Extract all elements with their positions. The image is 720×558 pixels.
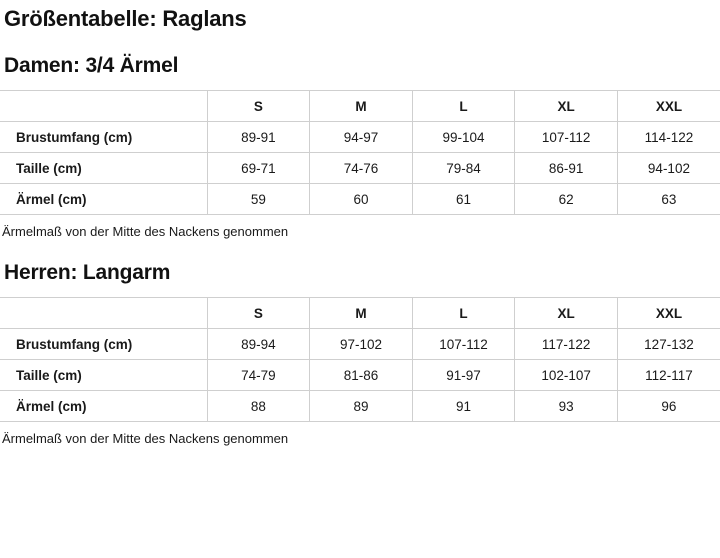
table-cell: 89 — [310, 391, 413, 422]
table-cell: 62 — [515, 184, 618, 215]
row-label: Brustumfang (cm) — [0, 329, 207, 360]
table-cell: 89-91 — [207, 122, 310, 153]
table-row — [0, 360, 720, 391]
table-cell: 112-117 — [617, 360, 720, 391]
table-cell: 96 — [617, 391, 720, 422]
table-cell: 114-122 — [617, 122, 720, 153]
table-cell: 94-102 — [617, 153, 720, 184]
row-label: Brustumfang (cm) — [0, 122, 207, 153]
table-cell: 81-86 — [310, 360, 413, 391]
table-cell: 74-79 — [207, 360, 310, 391]
column-header: S — [207, 298, 310, 329]
row-label: Taille (cm) — [0, 153, 207, 184]
table-cell: 79-84 — [412, 153, 515, 184]
table-cell: 61 — [412, 184, 515, 215]
table-footnote: Ärmelmaß von der Mitte des Nackens genommen — [2, 431, 289, 446]
table-cell: 69-71 — [207, 153, 310, 184]
table-cell: 93 — [515, 391, 618, 422]
table-corner-cell — [0, 298, 207, 329]
column-header: XXL — [617, 91, 720, 122]
table-cell: 89-94 — [207, 329, 310, 360]
size-chart-page — [0, 6, 720, 446]
section-herren — [0, 261, 720, 446]
table-cell: 99-104 — [412, 122, 515, 153]
column-header: XXL — [617, 298, 720, 329]
table-cell: 63 — [617, 184, 720, 215]
row-label: Ärmel (cm) — [0, 184, 207, 215]
table-cell: 88 — [207, 391, 310, 422]
column-header: L — [412, 91, 515, 122]
table-cell: 74-76 — [310, 153, 413, 184]
table-row — [0, 122, 720, 153]
table-header-row — [0, 298, 720, 329]
section-damen — [0, 54, 720, 239]
table-footnote: Ärmelmaß von der Mitte des Nackens genommen — [2, 224, 289, 239]
column-header: XL — [515, 298, 618, 329]
table-cell: 86-91 — [515, 153, 618, 184]
row-label: Taille (cm) — [0, 360, 207, 391]
table-cell: 107-112 — [412, 329, 515, 360]
column-header: S — [207, 91, 310, 122]
column-header: L — [412, 298, 515, 329]
size-table — [0, 90, 720, 215]
table-cell: 94-97 — [310, 122, 413, 153]
table-cell: 59 — [207, 184, 310, 215]
table-cell: 60 — [310, 184, 413, 215]
table-cell: 117-122 — [515, 329, 618, 360]
column-header: XL — [515, 91, 618, 122]
table-row — [0, 184, 720, 215]
table-row — [0, 391, 720, 422]
table-row — [0, 153, 720, 184]
table-header-row — [0, 91, 720, 122]
page-title: Größentabelle: Raglans — [4, 6, 247, 31]
table-cell: 127-132 — [617, 329, 720, 360]
section-heading: Herren: Langarm — [4, 261, 171, 284]
section-heading: Damen: 3/4 Ärmel — [4, 54, 179, 77]
table-corner-cell — [0, 91, 207, 122]
table-cell: 102-107 — [515, 360, 618, 391]
table-cell: 97-102 — [310, 329, 413, 360]
table-row — [0, 329, 720, 360]
size-table — [0, 297, 720, 422]
column-header: M — [310, 91, 413, 122]
column-header: M — [310, 298, 413, 329]
row-label: Ärmel (cm) — [0, 391, 207, 422]
table-cell: 107-112 — [515, 122, 618, 153]
table-cell: 91 — [412, 391, 515, 422]
table-cell: 91-97 — [412, 360, 515, 391]
